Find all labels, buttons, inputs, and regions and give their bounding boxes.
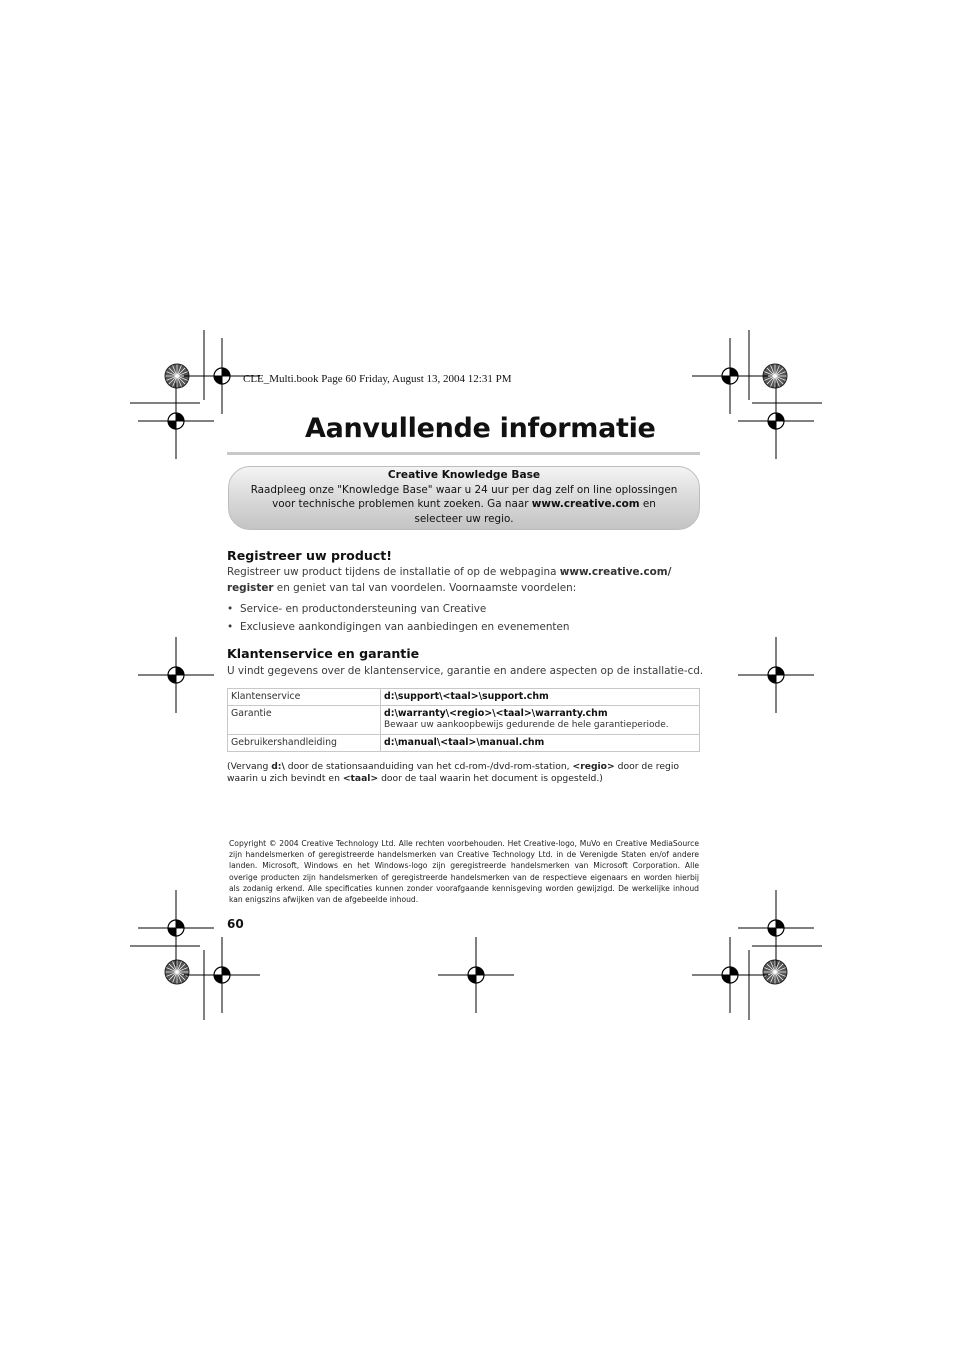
page-title: Aanvullende informatie <box>305 413 656 444</box>
table-cell-note: Bewaar uw aankoopbewijs gedurende de hele garantieperiode. <box>384 720 669 730</box>
knowledge-base-line <box>229 497 699 512</box>
table-row <box>228 706 700 735</box>
support-intro: U vindt gegevens over de klantenservice, garantie en andere aspecten op de installatie-cd. <box>227 665 704 677</box>
support-heading: Klantenservice en garantie <box>227 646 420 661</box>
register-link[interactable]: register <box>227 581 274 594</box>
list-item-text: Exclusieve aankondigingen van aanbiedingen en evenementen <box>240 621 570 633</box>
registration-star-icon <box>165 960 189 984</box>
knowledge-base-text: en <box>639 498 656 510</box>
register-paragraph <box>227 565 707 596</box>
table-cell-path <box>381 689 700 706</box>
knowledge-base-line: Raadpleeg onze "Knowledge Base" waar u 24 uur per dag zelf on line oplossingen <box>250 483 678 496</box>
knowledge-base-box <box>228 466 700 530</box>
note-code: d:\ <box>271 761 285 772</box>
file-path: d:\support\<taal>\support.chm <box>384 691 549 702</box>
file-path: d:\manual\<taal>\manual.chm <box>384 737 545 748</box>
list-item <box>227 621 569 633</box>
list-item-text: Service- en productondersteuning van Creative <box>240 603 487 615</box>
table-cell-path <box>381 735 700 752</box>
table-cell-label: Klantenservice <box>228 689 381 706</box>
creative-link[interactable]: www.creative.com <box>531 498 640 510</box>
note-text: door de stationsaanduiding van het cd-rom-/dvd-rom-station, <box>284 761 573 772</box>
note-text: door de regio <box>614 761 680 772</box>
table-cell-path <box>381 706 700 735</box>
registration-star-icon <box>763 960 787 984</box>
note-text: waarin u zich bevindt en <box>227 772 343 784</box>
table-cell-label: Gebruikershandleiding <box>228 735 381 752</box>
table-row <box>228 689 700 706</box>
crosshair-icon <box>692 937 768 1013</box>
crosshair-icon <box>138 383 214 459</box>
crosshair-icon <box>184 937 260 1013</box>
note-text: door de taal waarin het document is opgesteld.) <box>378 772 603 784</box>
knowledge-base-text: voor technische problemen kunt zoeken. Ga naar <box>272 498 532 510</box>
register-link[interactable]: www.creative.com/ <box>559 566 672 578</box>
crosshair-icon <box>438 937 514 1013</box>
path-note <box>227 761 707 784</box>
note-text: (Vervang <box>227 761 272 772</box>
table-row <box>228 735 700 752</box>
print-info-line: CLE_Multi.book Page 60 Friday, August 13, 2004 12:31 PM <box>243 373 512 385</box>
crosshair-icon <box>138 637 214 713</box>
bullet-icon: • <box>227 621 234 633</box>
register-text: Registreer uw product tijdens de installatie of op de webpagina <box>227 566 560 578</box>
table-cell-label: Garantie <box>228 706 381 735</box>
note-code: <regio> <box>572 761 615 772</box>
copyright-notice: Copyright © 2004 Creative Technology Ltd. Alle rechten voorbehouden. Het Creative-logo, MuVo en Creative MediaSource zijn handelsmerken of geregistreerde handelsmerken van Creative Technology Ltd. in de Verenigde Staten en/of andere landen. Microsoft, Windows en het Windows-logo zijn geregistreerde handelsmerken van Microsoft Corporation. Alle overige producten zijn handelsmerken of geregistreerde handelsmerken van de respectieve eigenaars en worden hierbij als zodanig erkend. Alle specificaties kunnen zonder voorafgaande kennisgeving worden gewijzigd. De werkelijke inhoud kan enigszins afwijken van de afgebeelde inhoud. <box>229 839 699 905</box>
support-paths-table <box>227 688 700 752</box>
note-code: <taal> <box>342 772 379 784</box>
page-number: 60 <box>227 917 244 931</box>
file-path: d:\warranty\<regio>\<taal>\warranty.chm <box>384 708 608 719</box>
bullet-icon: • <box>227 603 234 615</box>
crosshair-icon <box>738 637 814 713</box>
knowledge-base-title: Creative Knowledge Base <box>387 469 541 481</box>
list-item <box>227 603 486 615</box>
register-text: en geniet van tal van voordelen. Voornaamste voordelen: <box>273 581 577 594</box>
register-heading: Registreer uw product! <box>227 548 393 563</box>
crosshair-icon <box>138 890 214 966</box>
knowledge-base-line: selecteer uw regio. <box>414 512 514 525</box>
title-divider <box>227 452 700 455</box>
